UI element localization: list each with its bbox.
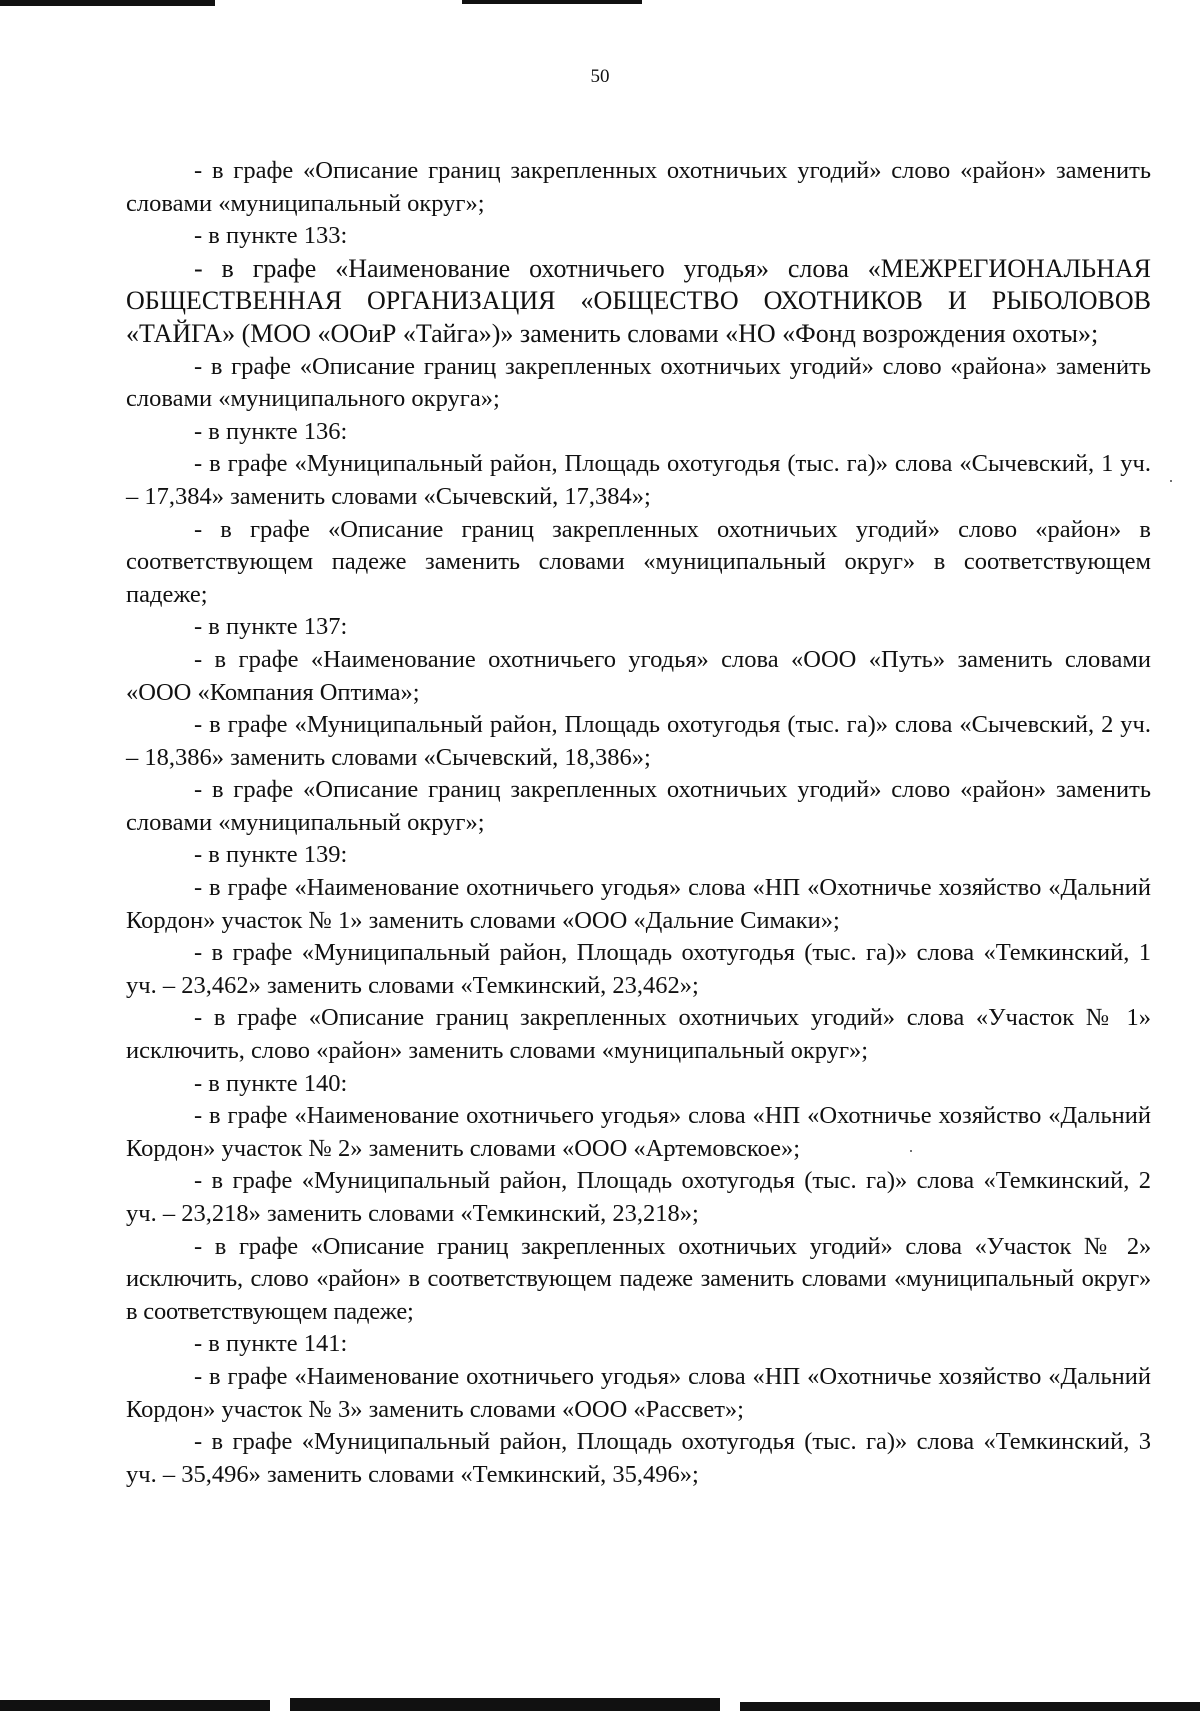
paragraph: - в графе «Муниципальный район, Площадь охотугодья (тыс. га)» слова «Сычевский, 2 уч. – 18,386» заменить словами «Сычевский, 18,386»; xyxy=(126,711,1151,771)
paragraph: - в графе «Описание границ закрепленных охотничьих угодий» слово «район» заменить словами «муниципальный округ»; xyxy=(126,157,1151,217)
paragraph: - в пункте 133: xyxy=(194,222,348,250)
paragraph: - в графе «Муниципальный район, Площадь охотугодья (тыс. га)» слова «Сычевский, 1 уч. – 17,384» заменить словами «Сычевский, 17,384»; xyxy=(126,450,1151,510)
document-body xyxy=(126,155,1151,1491)
scan-edge-bottom-right xyxy=(740,1702,1200,1711)
scan-edge-bottom-mid xyxy=(290,1698,720,1711)
paragraph: - в графе «Описание границ закрепленных охотничьих угодий» слово «район» заменить словами «муниципальный округ»; xyxy=(126,776,1151,836)
scan-edge-bottom-left xyxy=(0,1700,270,1711)
paragraph: - в графе «Муниципальный район, Площадь охотугодья (тыс. га)» слова «Темкинский, 1 уч. – 23,462» заменить словами «Темкинский, 23,462»; xyxy=(126,939,1151,999)
paragraph: - в графе «Описание границ закрепленных охотничьих угодий» слово «район» в соответствующем падеже заменить словами «муниципальный округ» в соответствующем падеже; xyxy=(126,515,1151,608)
page-number: 50 xyxy=(590,66,610,87)
paragraph: - в графе «Наименование охотничьего угодья» слова «ООО «Путь» заменить словами «ООО «Компания Оптима»; xyxy=(126,645,1151,706)
paragraph: - в пункте 139: xyxy=(194,841,348,869)
paragraph: - в графе «Наименование охотничьего угодья» слова «НП «Охотничье хозяйство «Дальний Кордон» участок № 3» заменить словами «ООО «Рассвет»; xyxy=(126,1362,1151,1423)
paragraph: - в графе «Наименование охотничьего угодья» слова «МЕЖРЕГИОНАЛЬНАЯ ОБЩЕСТВЕННАЯ ОРГАНИЗАЦИЯ «ОБЩЕСТВО ОХОТНИКОВ И РЫБОЛОВОВ «ТАЙГА» (МОО «ООиР «Тайга»)» заменить словами «НО «Фонд возрождения охоты»; xyxy=(126,253,1151,348)
scan-edge-top-mid xyxy=(462,0,642,4)
scan-speck xyxy=(1170,480,1172,482)
paragraph: - в пункте 140: xyxy=(194,1069,348,1097)
paragraph: - в графе «Муниципальный район, Площадь охотугодья (тыс. га)» слова «Темкинский, 3 уч. – 35,496» заменить словами «Темкинский, 35,496»; xyxy=(126,1428,1151,1488)
paragraph: - в графе «Наименование охотничьего угодья» слова «НП «Охотничье хозяйство «Дальний Кордон» участок № 1» заменить словами «ООО «Дальние Симаки»; xyxy=(126,874,1151,934)
paragraph: - в графе «Описание границ закрепленных охотничьих угодий» слово «района» заменить словами «муниципального округа»; xyxy=(126,352,1151,413)
scan-edge-top-left xyxy=(0,0,215,6)
paragraph: - в графе «Муниципальный район, Площадь охотугодья (тыс. га)» слова «Темкинский, 2 уч. – 23,218» заменить словами «Темкинский, 23,218»; xyxy=(126,1167,1151,1227)
paragraph: - в графе «Наименование охотничьего угодья» слова «НП «Охотничье хозяйство «Дальний Кордон» участок № 2» заменить словами «ООО «Артемовское»; xyxy=(126,1102,1151,1162)
paragraph: - в пункте 137: xyxy=(194,613,348,641)
paragraph: - в пункте 141: xyxy=(194,1330,348,1358)
paragraph: - в графе «Описание границ закрепленных охотничьих угодий» слова «Участок № 2» исключить, слово «район» в соответствующем падеже заменить словами «муниципальный округ» в соответствующем падеже; xyxy=(126,1232,1151,1325)
paragraph: - в графе «Описание границ закрепленных охотничьих угодий» слова «Участок № 1» исключить, слово «район» заменить словами «муниципальный округ»; xyxy=(126,1004,1151,1065)
paragraph: - в пункте 136: xyxy=(194,417,348,445)
